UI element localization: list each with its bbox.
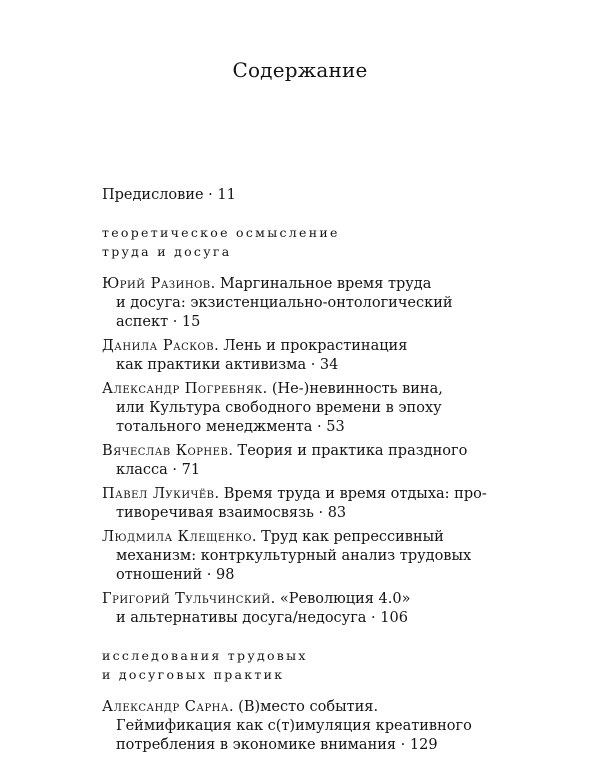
entry-title-continued: тотального менеджмента · 53 bbox=[116, 419, 345, 435]
entry-title-continued: класса · 71 bbox=[116, 462, 201, 478]
entry-title-continued: тиворечивая взаимосвязь · 83 bbox=[116, 505, 347, 521]
entry-author: Григорий Тульчинский bbox=[102, 591, 271, 607]
entry-title-continued: или Культура свободного времени в эпоху bbox=[116, 400, 442, 416]
entry-title: . «Революция 4.0» bbox=[270, 591, 411, 607]
entry-author: Павел Лукичёв bbox=[102, 486, 215, 502]
entry-author: Юрий Разинов bbox=[102, 276, 211, 292]
toc-entry-raskov bbox=[102, 337, 572, 375]
toc-entry-kornev bbox=[102, 442, 572, 480]
toc-preface: Предисловие · 11 bbox=[102, 187, 236, 203]
entry-title: . Лень и прокрастинация bbox=[214, 338, 408, 354]
entry-title-continued: и досуга: экзистенциально-онтологический bbox=[116, 295, 453, 311]
entry-title-continued: аспект · 15 bbox=[116, 314, 201, 330]
entry-title-continued: как практики активизма · 34 bbox=[116, 357, 339, 373]
entry-title-continued: потребления в экономике внимания · 129 bbox=[116, 737, 438, 753]
entry-title-continued: механизм: контркультурный анализ трудовых bbox=[116, 548, 472, 564]
entry-author: Александр Сарна bbox=[102, 699, 229, 715]
table-of-contents bbox=[102, 186, 572, 760]
toc-entry-kleshchenko bbox=[102, 528, 572, 585]
section-heading: исследования трудовых и досуговых практик bbox=[102, 648, 308, 682]
page-title: Содержание bbox=[232, 58, 368, 82]
entry-author: Данила Расков bbox=[102, 338, 215, 354]
entry-title: . Маргинальное время труда bbox=[210, 276, 432, 292]
toc-entry-sarna bbox=[102, 698, 572, 755]
section-heading: теоретическое осмысление труда и досуга bbox=[102, 225, 340, 259]
toc-entry-pogrebnyak bbox=[102, 380, 572, 437]
toc-section-practices bbox=[102, 646, 572, 755]
entry-author: Вячеслав Корнев bbox=[102, 443, 229, 459]
toc-entry-lukichev bbox=[102, 485, 572, 523]
entry-title-continued: Геймификация как с(т)имуляция креативного bbox=[116, 718, 472, 734]
entry-author: Людмила Клещенко bbox=[102, 529, 252, 545]
toc-section-theory bbox=[102, 223, 572, 628]
entry-title-continued: отношений · 98 bbox=[116, 567, 235, 583]
entry-title: . (В)место события. bbox=[228, 699, 379, 715]
entry-title: . (Не-)невинность вина, bbox=[262, 381, 443, 397]
entry-title: . Труд как репрессивный bbox=[251, 529, 444, 545]
entry-title: . Время труда и время отдыха: про- bbox=[214, 486, 487, 502]
entry-title-continued: и альтернативы досуга/недосуга · 106 bbox=[116, 610, 408, 626]
entry-author: Александр Погребняк bbox=[102, 381, 263, 397]
toc-entry-razinov bbox=[102, 275, 572, 332]
toc-entry-tulchinsky bbox=[102, 590, 572, 628]
entry-title: . Теория и практика праздного bbox=[228, 443, 468, 459]
